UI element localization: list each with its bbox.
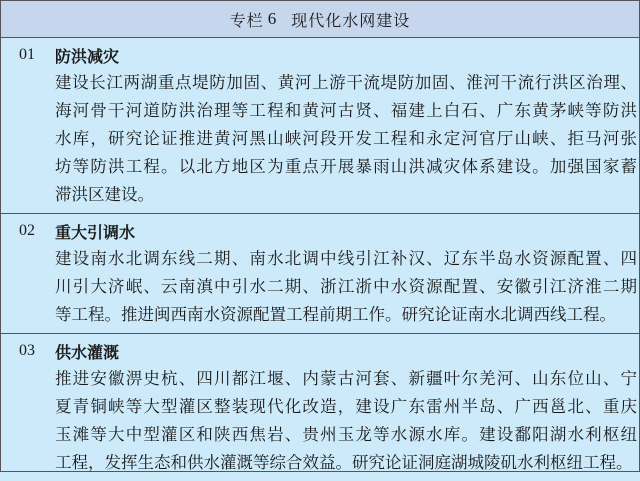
section-heading (1, 41, 639, 69)
section-text-line: 水库，研究论证推进黄河黑山峡河段开发工程和永定河官厅山峡、拒马河张 (55, 129, 637, 148)
section-text-line: 川引大济岷、云南滇中引水二期、浙江浙中水资源配置、安徽引江济淮二期 (55, 277, 637, 296)
section-heading (1, 337, 639, 365)
section-title: 重大引调水 (55, 222, 136, 242)
section-title: 供水灌溉 (55, 342, 120, 362)
section-03 (1, 334, 639, 481)
box-header (1, 1, 639, 38)
section-text-line: 滞洪区建设。 (55, 185, 154, 204)
header-number: 6 (267, 9, 278, 28)
section-number: 03 (19, 342, 35, 359)
section-text-line: 建设南水北调东线二期、南水北调中线引江补汉、辽东半岛水资源配置、四 (55, 249, 637, 268)
section-text-line: 海河骨干河道防洪治理等工程和黄河古贤、福建上白石、广东黄茅峡等防洪 (55, 101, 637, 120)
header-prefix: 专栏 (229, 10, 264, 30)
section-01 (1, 38, 639, 214)
section-text-line: 玉滩等大中型灌区和陕西焦岩、贵州玉龙等水源水库。建设鄱阳湖水利枢纽 (55, 425, 637, 444)
section-heading (1, 217, 639, 245)
section-text-line: 等工程。推进闽西南水资源配置工程前期工作。研究论证南水北调西线工程。 (55, 305, 616, 324)
section-02 (1, 214, 639, 334)
section-number: 01 (19, 46, 35, 63)
section-text-line: 夏青铜峡等大型灌区整装现代化改造，建设广东雷州半岛、广西邕北、重庆 (55, 397, 637, 416)
section-title: 防洪减灾 (55, 46, 120, 66)
section-text-line: 建设长江两湖重点堤防加固、黄河上游干流堤防加固、淮河干流行洪区治理、 (55, 73, 637, 92)
section-text-line: 坊等防洪工程。以北方地区为重点开展暴雨山洪减灾体系建设。加强国家蓄 (55, 157, 637, 176)
section-text-line: 工程，发挥生态和供水灌溉等综合效益。研究论证洞庭湖城陵矶水利枢纽工程。 (55, 453, 633, 472)
sections-container (1, 38, 639, 481)
section-number: 02 (19, 222, 35, 239)
section-text-line: 推进安徽淠史杭、四川都江堰、内蒙古河套、新疆叶尔羌河、山东位山、宁 (55, 369, 637, 388)
header-title: 现代化水网建设 (291, 10, 411, 30)
